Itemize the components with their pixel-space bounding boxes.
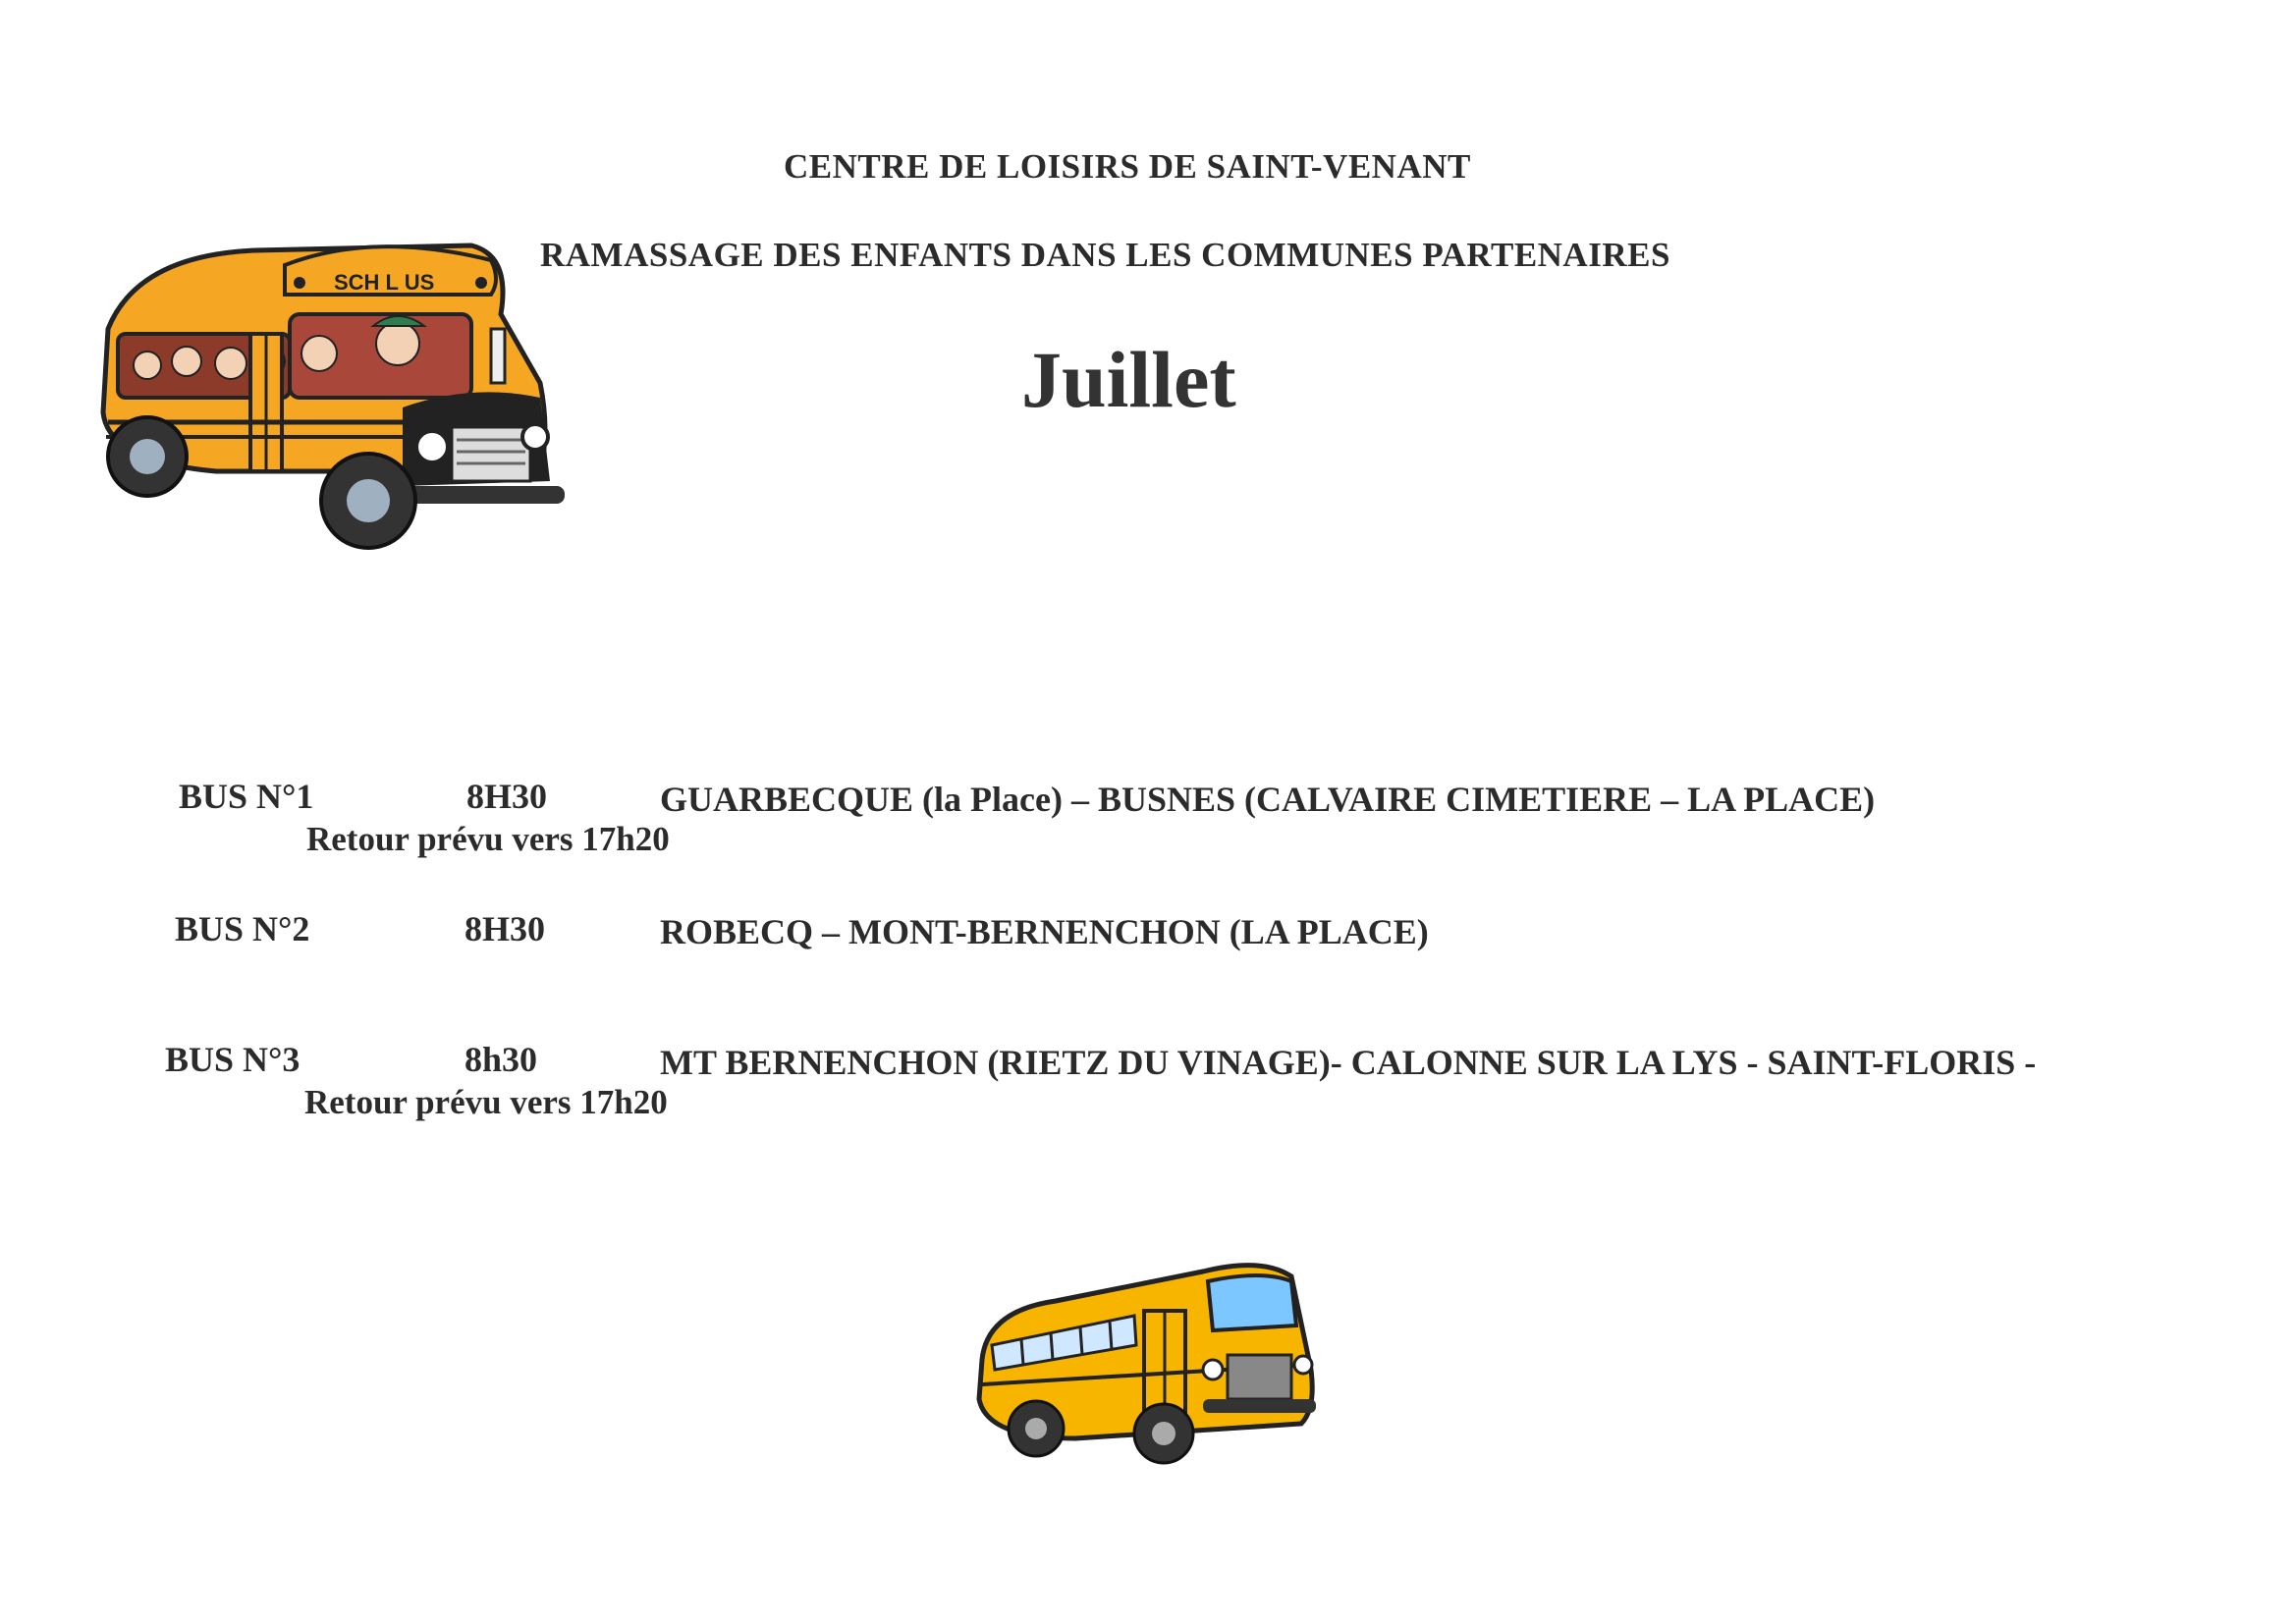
- bus-3-time: 8h30: [465, 1040, 538, 1079]
- subtitle: RAMASSAGE DES ENFANTS DANS LES COMMUNES PARTENAIRES: [540, 236, 1670, 274]
- bus-2-label: BUS N°2: [175, 909, 310, 948]
- month-title: Juillet: [1021, 335, 1236, 424]
- yellow-school-bus-illustration: [967, 1252, 1326, 1468]
- bus-1-time: 8H30: [466, 777, 548, 816]
- school-bus-with-children-illustration: [79, 236, 570, 560]
- bus-3-return: Retour prévu vers 17h20: [304, 1083, 668, 1121]
- bus-2-time: 8H30: [465, 909, 546, 948]
- bus-2-stops: ROBECQ – MONT-BERNENCHON (LA PLACE): [660, 912, 1429, 951]
- bus-1-label: BUS N°1: [179, 777, 314, 816]
- bus-3-stops: MT BERNENCHON (RIETZ DU VINAGE)- CALONNE SUR LA LYS - SAINT-FLORIS -: [660, 1043, 2037, 1082]
- bus-sign-text: SCH L US: [334, 270, 435, 295]
- center-title: CENTRE DE LOISIRS DE SAINT-VENANT: [784, 147, 1471, 186]
- bus-3-label: BUS N°3: [165, 1040, 301, 1079]
- bus-1-stops: GUARBECQUE (la Place) – BUSNES (CALVAIRE CIMETIERE – LA PLACE): [660, 780, 1876, 819]
- bus-1-return: Retour prévu vers 17h20: [306, 820, 670, 858]
